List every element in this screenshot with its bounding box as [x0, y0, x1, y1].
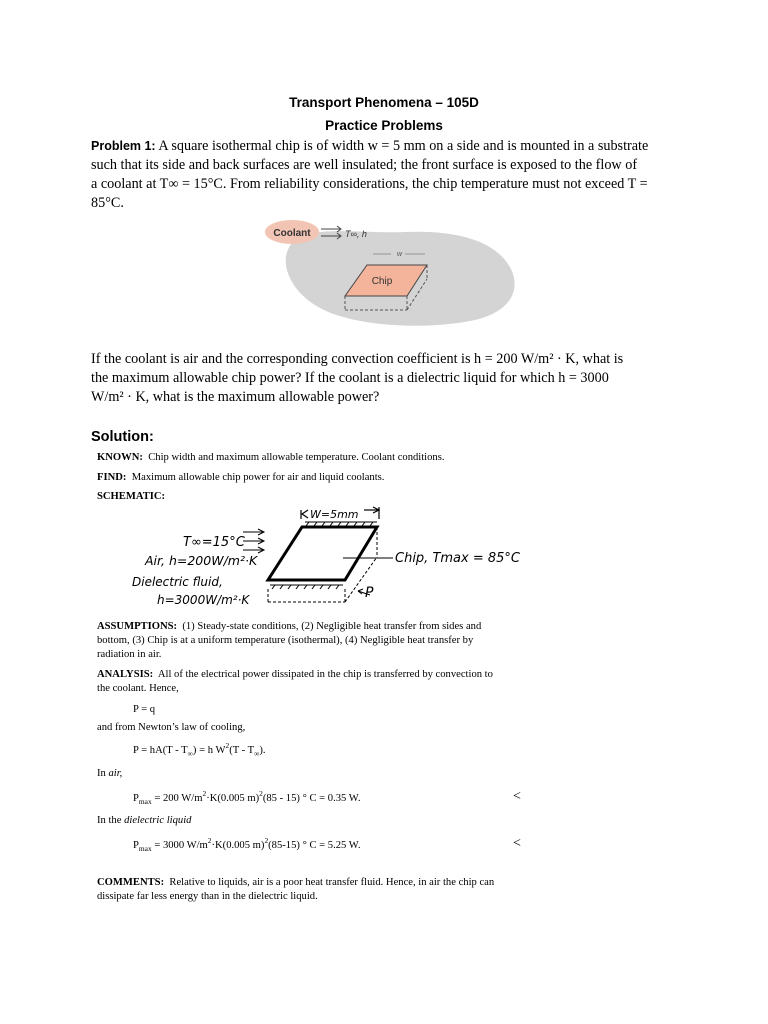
in-air-prefix: In	[97, 768, 106, 779]
problem-label: Problem 1:	[91, 139, 156, 153]
problem-line-3: a coolant at T∞ = 15°C. From reliability considerations, the chip temperature must not exceed T =	[91, 176, 648, 192]
in-air-word: air,	[108, 768, 123, 779]
schematic-dielectric-h: h=3000W/m²·K	[157, 593, 250, 607]
equation-liquid: $P_{max} = 3000$ $W/m^2\cdot K(0.005$ m)$^2$(85-15) ° C = 5.25 W.	[133, 836, 361, 853]
tinf-h-label: T∞, h	[345, 229, 367, 239]
chip-label: Chip	[371, 276, 393, 287]
question-line-2: the maximum allowable chip power? If the coolant is a dielectric liquid for which h = 3000	[91, 370, 609, 386]
comments-block	[97, 876, 557, 904]
find-label: FIND:	[97, 472, 127, 483]
comments-line-2: dissipate far less energy than in the dielectric liquid.	[97, 891, 318, 902]
in-liquid-prefix: In the	[97, 815, 122, 826]
schematic-chip	[268, 527, 377, 580]
known-line	[97, 451, 444, 465]
w-label: w	[397, 251, 403, 258]
problem-statement	[91, 137, 691, 213]
w-dimension-label: W=5mm	[310, 508, 359, 521]
analysis-line-2: the coolant. Hence,	[97, 683, 179, 694]
assumptions-line-3: radiation in air.	[97, 649, 162, 660]
in-liquid-line	[97, 815, 191, 826]
comments-label: COMMENTS:	[97, 877, 165, 888]
newton-text: and from Newton’s law of cooling,	[97, 722, 246, 733]
find-text: Maximum allowable chip power for air and liquid coolants.	[131, 472, 385, 483]
analysis-line-1: All of the electrical power dissipated in the chip is transferred by convection to	[157, 669, 493, 680]
solution-heading: Solution:	[91, 429, 154, 445]
known-text: Chip width and maximum allowable temperature. Coolant conditions.	[148, 452, 445, 463]
problem-question	[91, 350, 691, 407]
schematic-chip-label: Chip, Tmax = 85°C	[395, 551, 520, 566]
equation-air: $P_{max} = 200$ $W/m^2\cdot K(0.005$ m)$^2$(85 - 15) ° C = 0.35 W.	[133, 789, 361, 806]
schematic-p-label: P	[365, 585, 374, 601]
in-air-line	[97, 768, 122, 779]
chip-figure	[255, 210, 525, 335]
analysis-label: ANALYSIS:	[97, 669, 154, 680]
question-line-3: W/m² · K, what is the maximum allowable power?	[91, 389, 380, 405]
in-liquid-word: dielectric liquid	[124, 815, 192, 826]
schematic-air-label: Air, h=200W/m²·K	[145, 553, 258, 568]
assumptions-line-2: bottom, (3) Chip is at a uniform temperature (isothermal), (4) Negligible heat transfer by	[97, 635, 474, 646]
document-title: Transport Phenomena – 105D	[289, 95, 479, 110]
schematic-label: SCHEMATIC:	[97, 491, 166, 502]
known-label: KNOWN:	[97, 452, 143, 463]
assumptions-line-1: (1) Steady-state conditions, (2) Negligible heat transfer from sides and	[182, 621, 482, 632]
find-line	[97, 471, 384, 485]
assumptions-label: ASSUMPTIONS:	[97, 621, 178, 632]
problem-line-2: such that its side and back surfaces are well insulated; the front surface is exposed to the flow of	[91, 157, 638, 173]
assumptions-block	[97, 620, 557, 662]
equation-newton: $P = hA(T - T_\infty) = h$ $W^2(T - T_\infty)$.	[133, 741, 266, 758]
document-subtitle: Practice Problems	[325, 118, 443, 133]
question-line-1: If the coolant is air and the corresponding convection coefficient is h = 200 W/m² · K, what is	[91, 351, 624, 367]
schematic-line	[97, 490, 165, 504]
comments-line-1: Relative to liquids, air is a poor heat transfer fluid. Hence, in air the chip can	[169, 877, 495, 888]
problem-line-1: A square isothermal chip is of width w = 5 mm on a side and is mounted in a substrate	[158, 138, 649, 154]
equation-p-equals-q: P = q	[133, 704, 156, 715]
liquid-result-marker: <	[513, 836, 521, 851]
schematic-dielectric-label: Dielectric fluid,	[132, 575, 223, 589]
coolant-label: Coolant	[273, 228, 311, 239]
air-result-marker: <	[513, 789, 521, 804]
analysis-block	[97, 668, 557, 696]
schematic-tinf-label: T∞=15°C	[183, 535, 245, 550]
problem-line-4: 85°C.	[91, 195, 124, 211]
